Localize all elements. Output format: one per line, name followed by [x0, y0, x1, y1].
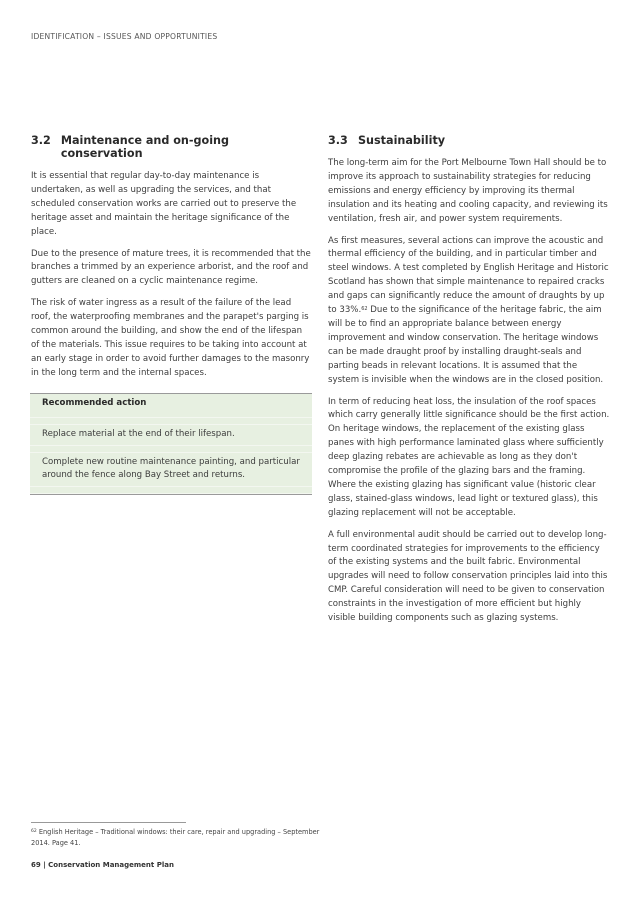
paragraph: The long-term aim for the Port Melbourne Town Hall should be to improve its approach to sustainability strategies for reducing emissions and energy efficiency by improving its thermal insulation and its heating and cooling capacity, and reviewing its ventilation, fresh air, and power system requirements. — [328, 158, 608, 224]
paragraph-text: As first measures, several actions can improve the acoustic and thermal efficiency of the building, and in particular timber and steel windows. A test completed by English Heritage and Historic Scotland has shown that simple maintenance to repaired cracks and gaps can significantly reduce the amount of draughts by up to 33%. — [328, 235, 609, 316]
paragraph: It is essential that regular day-to-day maintenance is undertaken, as well as upgrading the services, and that scheduled conservation works are carried out to preserve the heritage asset and maintain the heritage significance of the place. — [31, 171, 297, 237]
section-sustainability — [328, 134, 610, 634]
section-number: 3.3 — [328, 134, 348, 147]
row-divider — [30, 487, 312, 494]
row-divider — [30, 446, 312, 453]
footnote-text: English Heritage – Traditional windows: their care, repair and upgrading – September 2014. Page 41. — [31, 828, 320, 847]
footnote — [31, 827, 321, 849]
recommended-action-item: Complete new routine maintenance painting, and particular around the fence along Bay Street and returns. — [30, 453, 312, 488]
footnote-number: 62 — [31, 829, 37, 834]
section-title: Maintenance and on-going conservation — [60, 134, 230, 160]
page-footer: 69 | Conservation Management Plan — [31, 861, 174, 869]
paragraph: Due to the presence of mature trees, it is recommended that the branches a trimmed by an experience arborist, and the roof and gutters are cleaned on a cyclic maintenance regime. — [31, 248, 311, 287]
paragraph: A full environmental audit should be carried out to develop long-term coordinated strategies for improvements to the efficiency of the existing systems and the built fabric. Environmental upgrades will need to follow conservation principles laid into this CMP. Careful consideration will need to be given to conservation constraints in the investigation of more efficient but highly visible building components such as glazing systems. — [328, 529, 608, 624]
recommended-action-heading: Recommended action — [30, 394, 312, 418]
paragraph-with-footnote — [328, 235, 610, 388]
footnote-reference[interactable]: 62 — [361, 306, 368, 313]
recommended-action-item: Replace material at the end of their lifespan. — [30, 425, 312, 446]
paragraph: The risk of water ingress as a result of the failure of the lead roof, the waterproofing membranes and the parapet's parging is common around the building, and show the end of the lifespan of the materials. This issue requires to be taking into account at an early stage in order to avoid further damages to the masonry in the long term and the internal spaces. — [31, 298, 310, 378]
section-title: Sustainability — [358, 134, 446, 147]
paragraph-text: Due to the significance of the heritage fabric, the aim will be to find an appropriate balance between energy improvement and window conservation. The heritage windows can be made draught proof by installing draught-seals and parting beads in relevant locations. It is assumed that the system is invisible when the windows are in the closed position. — [328, 305, 604, 385]
recommended-action-box — [30, 393, 312, 496]
paragraph: In term of reducing heat loss, the insulation of the roof spaces which carry generally little significance should be the first action. On heritage windows, the replacement of the existing glass panes with high performance laminated glass where sufficiently deep glazing rebates are achievable as long as they don't compromise the profile of the glazing bars and the framing. Where the existing glazing has significant value (historic clear glass, stained-glass windows, lead light or textured glass), this glazing replacement will not be acceptable. — [328, 396, 610, 518]
running-head: IDENTIFICATION – ISSUES AND OPPORTUNITIES — [31, 32, 218, 41]
section-maintenance — [31, 134, 313, 495]
section-heading-3-3 — [328, 134, 610, 147]
section-number: 3.2 — [31, 134, 51, 147]
row-divider — [30, 418, 312, 425]
footnote-divider — [31, 822, 186, 823]
section-heading-3-2 — [31, 134, 313, 160]
